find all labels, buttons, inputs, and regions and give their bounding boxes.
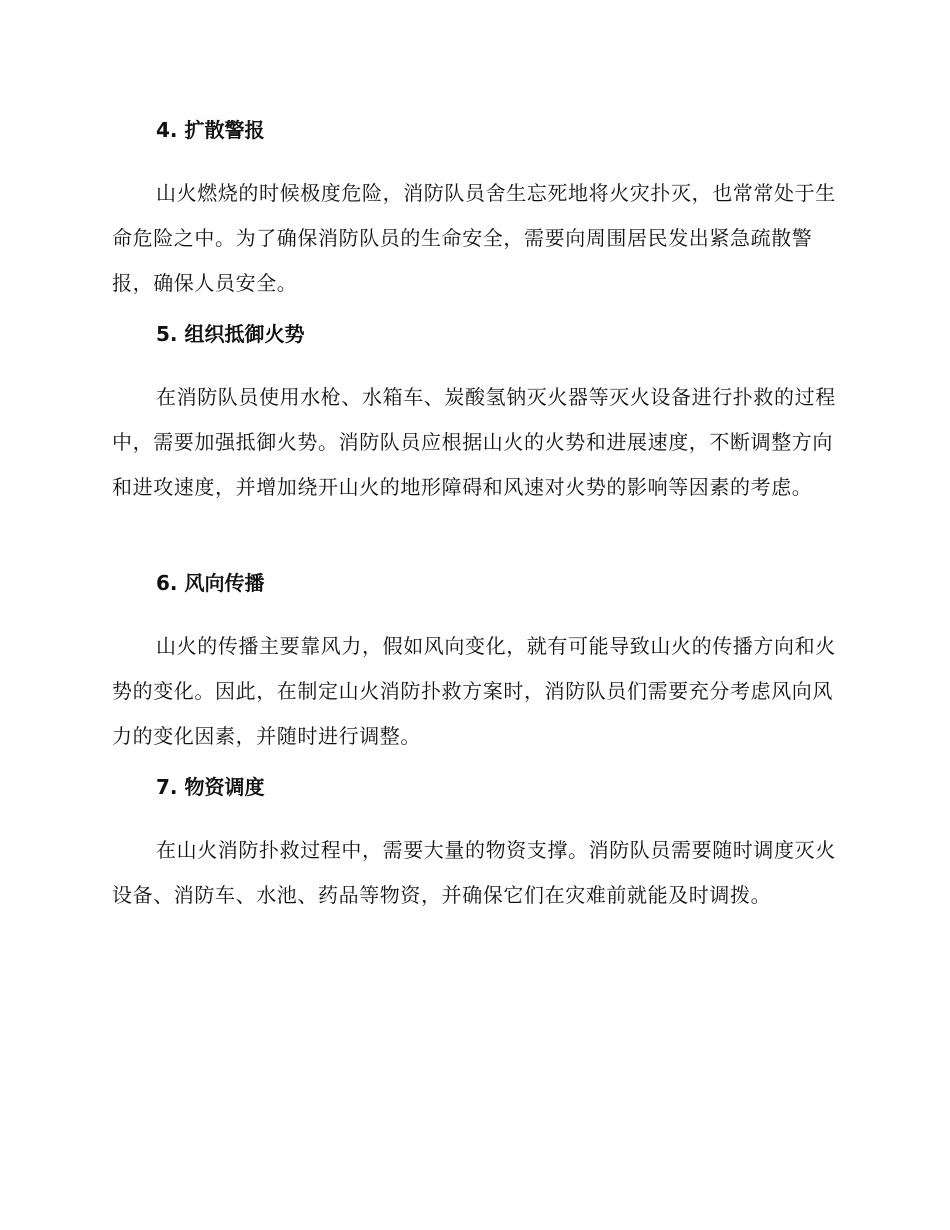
section-heading: 4. 扩散警报	[156, 118, 265, 142]
section-resist-fire	[112, 320, 838, 510]
section-wind-spread	[112, 569, 838, 759]
section-heading: 6. 风向传播	[156, 571, 265, 595]
section-paragraph: 在消防队员使用水枪、水箱车、炭酸氢钠灭火器等灭火设备进行扑救的过程中，需要加强抵御火势。消防队员应根据山火的火势和进展速度，不断调整方向和进攻速度，并增加绕开山火的地形障碍和风速对火势的影响等因素的考虑。	[112, 385, 836, 499]
section-paragraph: 山火的传播主要靠风力，假如风向变化，就有可能导致山火的传播方向和火势的变化。因此，在制定山火消防扑救方案时，消防队员们需要充分考虑风向风力的变化因素，并随时进行调整。	[112, 634, 836, 748]
section-paragraph: 在山火消防扑救过程中，需要大量的物资支撑。消防队员需要随时调度灭火设备、消防车、水池、药品等物资，并确保它们在灾难前就能及时调拨。	[112, 838, 836, 907]
section-paragraph: 山火燃烧的时候极度危险，消防队员舍生忘死地将火灾扑灭，也常常处于生命危险之中。为了确保消防队员的生命安全，需要向周围居民发出紧急疏散警报，确保人员安全。	[112, 181, 836, 295]
section-heading: 5. 组织抵御火势	[156, 322, 305, 346]
section-heading: 7. 物资调度	[156, 775, 265, 799]
section-evacuation-alert	[112, 116, 838, 306]
section-supply-dispatch	[112, 773, 838, 918]
